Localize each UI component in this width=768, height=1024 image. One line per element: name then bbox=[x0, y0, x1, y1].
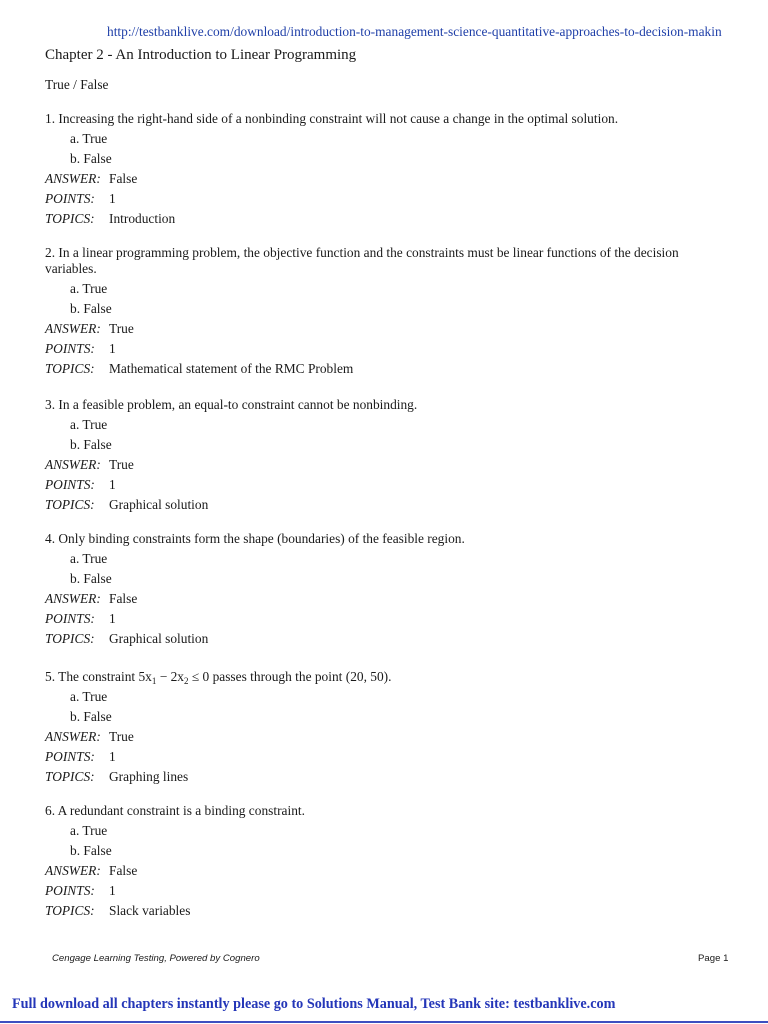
points-value: 1 bbox=[109, 341, 116, 356]
chapter-title: Chapter 2 - An Introduction to Linear Programming bbox=[45, 47, 357, 63]
answer-label: ANSWER: bbox=[45, 457, 101, 472]
option-a: a. True bbox=[70, 823, 108, 838]
topics-label: TOPICS: bbox=[45, 903, 95, 918]
question-5 bbox=[45, 669, 725, 787]
points-row bbox=[45, 475, 725, 495]
topics-value: Mathematical statement of the RMC Problem bbox=[109, 361, 354, 376]
subscript: 2 bbox=[184, 676, 189, 686]
topics-label: TOPICS: bbox=[45, 631, 95, 646]
question-6 bbox=[45, 803, 725, 921]
option-a: a. True bbox=[70, 131, 108, 146]
topics-row bbox=[45, 209, 725, 229]
points-row bbox=[45, 609, 725, 629]
question-text: 2. In a linear programming problem, the objective function and the constraints must be linear functions of the decision variables. bbox=[45, 245, 679, 276]
option-a: a. True bbox=[70, 689, 108, 704]
answer-row bbox=[45, 319, 725, 339]
answer-value: True bbox=[109, 729, 134, 744]
option-a: a. True bbox=[70, 551, 108, 566]
option-b: b. False bbox=[70, 571, 112, 586]
points-value: 1 bbox=[109, 883, 116, 898]
question-text-part: ≤ 0 passes through the point (20, 50). bbox=[188, 669, 392, 684]
answer-row bbox=[45, 589, 725, 609]
section-title: True / False bbox=[45, 77, 109, 92]
topics-label: TOPICS: bbox=[45, 361, 95, 376]
points-value: 1 bbox=[109, 611, 116, 626]
answer-value: True bbox=[109, 457, 134, 472]
answer-label: ANSWER: bbox=[45, 171, 101, 186]
option-a: a. True bbox=[70, 281, 108, 296]
download-link[interactable]: http://testbanklive.com/download/introduction-to-management-science-quantitative-approaches-to-decision-makin bbox=[107, 24, 722, 39]
answer-label: ANSWER: bbox=[45, 321, 101, 336]
topics-label: TOPICS: bbox=[45, 769, 95, 784]
topics-value: Graphical solution bbox=[109, 497, 209, 512]
points-label: POINTS: bbox=[45, 611, 95, 626]
points-row bbox=[45, 747, 725, 767]
topics-row bbox=[45, 901, 725, 921]
points-row bbox=[45, 881, 725, 901]
option-b: b. False bbox=[70, 437, 112, 452]
topics-row bbox=[45, 495, 725, 515]
topics-row bbox=[45, 629, 725, 649]
topics-row bbox=[45, 359, 725, 379]
option-b: b. False bbox=[70, 301, 112, 316]
points-value: 1 bbox=[109, 749, 116, 764]
topics-label: TOPICS: bbox=[45, 211, 95, 226]
points-value: 1 bbox=[109, 477, 116, 492]
option-b: b. False bbox=[70, 151, 112, 166]
points-label: POINTS: bbox=[45, 341, 95, 356]
answer-row bbox=[45, 861, 725, 881]
points-value: 1 bbox=[109, 191, 116, 206]
answer-value: False bbox=[109, 863, 138, 878]
topics-value: Introduction bbox=[109, 211, 176, 226]
subscript: 1 bbox=[151, 676, 157, 686]
question-text-part: 5. The constraint 5x bbox=[45, 669, 152, 684]
answer-label: ANSWER: bbox=[45, 729, 101, 744]
question-text-part: − 2x bbox=[156, 669, 184, 684]
answer-label: ANSWER: bbox=[45, 863, 101, 878]
points-label: POINTS: bbox=[45, 883, 95, 898]
answer-value: False bbox=[109, 591, 138, 606]
question-text: 3. In a feasible problem, an equal-to constraint cannot be nonbinding. bbox=[45, 397, 418, 412]
topics-value: Graphing lines bbox=[109, 769, 189, 784]
banner-divider bbox=[0, 1021, 768, 1023]
topics-value: Graphical solution bbox=[109, 631, 209, 646]
download-banner[interactable]: Full download all chapters instantly please go to Solutions Manual, Test Bank site: testbanklive.com bbox=[12, 996, 616, 1012]
question-1 bbox=[45, 111, 725, 229]
question-text: 4. Only binding constraints form the shape (boundaries) of the feasible region. bbox=[45, 531, 465, 546]
answer-row bbox=[45, 455, 725, 475]
points-label: POINTS: bbox=[45, 749, 95, 764]
page-number: Page 1 bbox=[698, 953, 729, 964]
question-text bbox=[45, 669, 725, 685]
topics-value: Slack variables bbox=[109, 903, 191, 918]
question-2 bbox=[45, 245, 725, 379]
footer-credit: Cengage Learning Testing, Powered by Cognero bbox=[52, 953, 260, 964]
question-3 bbox=[45, 397, 725, 515]
points-label: POINTS: bbox=[45, 191, 95, 206]
question-text: 6. A redundant constraint is a binding constraint. bbox=[45, 803, 305, 818]
answer-row bbox=[45, 169, 725, 189]
question-4 bbox=[45, 531, 725, 649]
answer-value: True bbox=[109, 321, 134, 336]
option-a: a. True bbox=[70, 417, 108, 432]
points-row bbox=[45, 339, 725, 359]
topics-row bbox=[45, 767, 725, 787]
topics-label: TOPICS: bbox=[45, 497, 95, 512]
option-b: b. False bbox=[70, 843, 112, 858]
points-row bbox=[45, 189, 725, 209]
points-label: POINTS: bbox=[45, 477, 95, 492]
answer-label: ANSWER: bbox=[45, 591, 101, 606]
answer-row bbox=[45, 727, 725, 747]
question-text: 1. Increasing the right-hand side of a nonbinding constraint will not cause a change in the optimal solution. bbox=[45, 111, 619, 126]
option-b: b. False bbox=[70, 709, 112, 724]
answer-value: False bbox=[109, 171, 138, 186]
